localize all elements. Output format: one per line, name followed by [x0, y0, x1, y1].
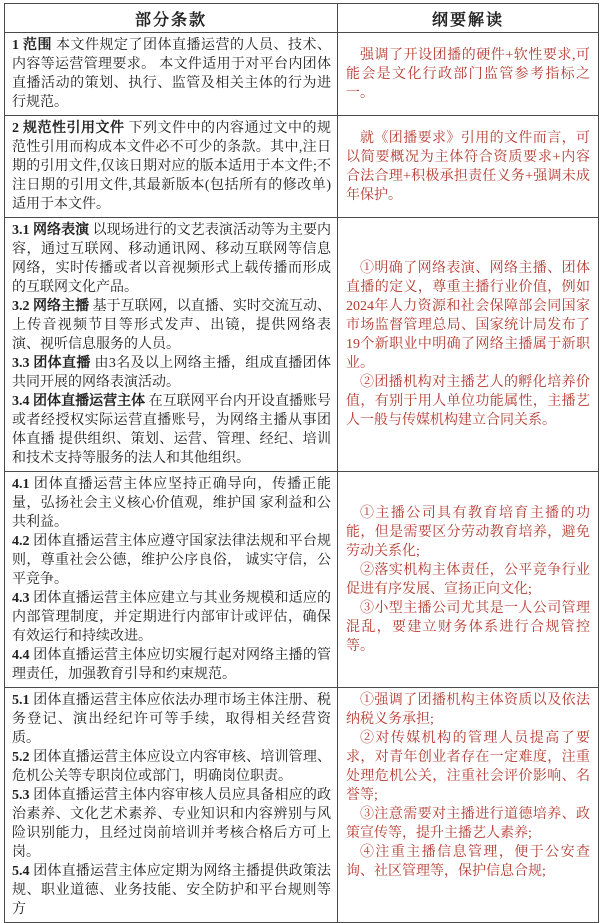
- clause-paragraph: [12, 691, 331, 748]
- clause-text: 团体直播运营主体应切实履行起对网络主播的管理责任，加强教育引导和约束规范。: [12, 648, 332, 682]
- clause-number: 5.3: [12, 788, 34, 803]
- clauses-interpretation-table: [4, 3, 599, 923]
- clause-paragraph: [12, 862, 331, 919]
- clause-paragraph: [12, 475, 331, 532]
- interpretation-item: ④注重主播信息管理，便于公安查询、社区管理等，保护信息合规;: [346, 845, 590, 879]
- table-row: [5, 33, 599, 116]
- interpretation-item: ①明确了网络表演、网络主播、团体直播的定义，尊重主播行业价值，例如2024年人力资源和社会保障部会同国家市场监督管理总局、国家统计局发布了19个新职业中明确了网络主播属于新职业。: [346, 261, 590, 371]
- table-row: [5, 688, 599, 923]
- clause-number: 3.3 团体直播: [12, 356, 95, 371]
- interpretation-item: 就《团播要求》引用的文件而言，可以简要概况为主体符合资质要求+内容合法合理+积极承担责任义务+强调未成年保护。: [346, 130, 590, 203]
- interpretation-item: ①强调了团播机构主体资质以及依法纳税义务承担;: [346, 693, 590, 727]
- clause-cell: [5, 688, 338, 923]
- clause-text: 下列文件中的内容通过文中的规范性引用而构成本文件必不可少的条款。其中,注日期的引用文件,仅该日期对应的版本适用于本文件;不注日期的引用文件,其最新版本(包括所有的修改单)适用于本文件。: [12, 121, 331, 212]
- clause-number: 5.2: [12, 750, 34, 765]
- interpretation-item: ②对传媒机构的管理人员提高了要求，对青年创业者存在一定难度，注重处理危机公关，注重社会评价影响、名誉等;: [346, 731, 590, 803]
- clause-text: 团体直播运营主体应遵守国家法律法规和平台规则，尊重社会公德，维护公序良俗， 诚实守信，公平竞争。: [12, 534, 332, 587]
- clause-number: 2 规范性引用文件: [12, 121, 129, 136]
- clause-number: 5.4: [12, 864, 34, 879]
- clause-paragraph: [12, 36, 331, 112]
- clause-number: 1 范围: [12, 38, 56, 53]
- clause-paragraph: [12, 354, 331, 392]
- clause-text: 基于互联网，以直播、实时交流互动、上传音视频节目等形式发声、出镜，提供网络表 演、视听信息服务的人员。: [12, 299, 332, 352]
- clause-paragraph: [12, 392, 331, 468]
- interpretation-item: 强调了开设团播的硬件+软性要求,可能会是文化行政部门监管参考指标之一。: [346, 47, 590, 101]
- clause-paragraph: [12, 119, 331, 214]
- clause-number: 4.1: [12, 477, 34, 492]
- clause-text: 团体直播运营主体应定期为网络主播提供政策法规、职业道德、业务技能、安全防护和平台规则等方: [12, 864, 332, 917]
- clause-text: 在互联网平台内开设直播账号或者经授权实际运营直播账号，为网络主播从事团体直播 提供组织、策划、运营、管理、经纪、培训和技术支持等服务的法人和其他组织。: [12, 394, 332, 466]
- interpretation-cell: [338, 218, 599, 472]
- clause-text: 本文件规定了团体直播运营的人员、技术、内容等运营管理要求。 本文件适用于对平台内团体直播活动的策划、执行、监管及相关主体的行为进行规范。: [12, 38, 331, 110]
- clause-number: 4.2: [12, 534, 34, 549]
- interpretation-cell: [338, 33, 599, 116]
- clause-paragraph: [12, 748, 331, 786]
- interpretation-cell: [338, 116, 599, 218]
- clauses-column-header: 部分条款: [5, 4, 338, 33]
- clause-text: 以现场进行的文艺表演活动等为主要内容，通过互联网、移动通讯网、移动互联网等信息网络，实时传播或者以音视频形式上载传播而形成的互联网文化产品。: [12, 223, 332, 295]
- clause-text: 由3名及以上网络主播，组成直播团体共同开展的网络表演活动。: [12, 356, 332, 390]
- interpretation-cell: [338, 688, 599, 923]
- clause-paragraph: [12, 589, 331, 646]
- interpretation-cell: [338, 472, 599, 688]
- clause-paragraph: [12, 646, 331, 684]
- table-body: [5, 33, 599, 923]
- clause-number: 3.2 网络主播: [12, 299, 93, 314]
- table-row: [5, 218, 599, 472]
- clause-cell: [5, 218, 338, 472]
- interpretation-item: ③注意需要对主播进行道德培养、政策宣传等，提升主播艺人素养;: [346, 807, 590, 841]
- table-row: [5, 116, 599, 218]
- clause-paragraph: [12, 786, 331, 862]
- clause-text: 团体直播运营主体应设立内容审核、培训管理、危机公关等专职岗位或部门，明确岗位职责。: [12, 750, 332, 784]
- clause-number: 5.1: [12, 693, 34, 708]
- clause-paragraph: [12, 221, 331, 297]
- clause-paragraph: [12, 297, 331, 354]
- clause-cell: [5, 472, 338, 688]
- header-row: [5, 4, 599, 33]
- clause-text: 团体直播运营主体内容审核人员应具备相应的政治素养、文化艺术素养、专业知识和内容辨别与风险识别能力，且经过岗前培训并考核合格后方可上岗。: [12, 788, 332, 860]
- interpretation-item: ①主播公司具有教育培育主播的功能，但是需要区分劳动教育培养，避免劳动关系化;: [346, 505, 590, 559]
- clause-text: 团体直播运营主体应依法办理市场主体注册、税务登记、演出经纪许可等手续，取得相关经营资质。: [12, 693, 332, 746]
- clause-number: 3.4 团体直播运营主体: [12, 394, 149, 409]
- clause-cell: [5, 116, 338, 218]
- clause-number: 4.3: [12, 591, 34, 606]
- interpretation-item: ③小型主播公司尤其是一人公司管理混乱，要建立财务体系进行合规管控等。: [346, 600, 590, 654]
- interpretation-column-header: 纲要解读: [338, 4, 599, 33]
- clause-paragraph: [12, 532, 331, 589]
- clause-text: 团体直播运营主体应坚持正确导向，传播正能量，弘扬社会主义核心价值观，维护国 家利益和公共利益。: [12, 477, 332, 530]
- clause-text: 团体直播运营主体应建立与其业务规模和适应的内部管理制度，并定期进行内部审计或评估，确保有效运行和持续改进。: [12, 591, 332, 644]
- interpretation-item: ②落实机构主体责任，公平竞争行业促进有序发展、宣扬正向文化;: [346, 562, 590, 597]
- clause-number: 4.4: [12, 648, 34, 663]
- interpretation-item: ②团播机构对主播艺人的孵化培养价值，有别于用人单位功能属性，主播艺人一般与传媒机构建立合同关系。: [346, 375, 590, 428]
- clause-cell: [5, 33, 338, 116]
- table-row: [5, 472, 599, 688]
- clause-number: 3.1 网络表演: [12, 223, 93, 238]
